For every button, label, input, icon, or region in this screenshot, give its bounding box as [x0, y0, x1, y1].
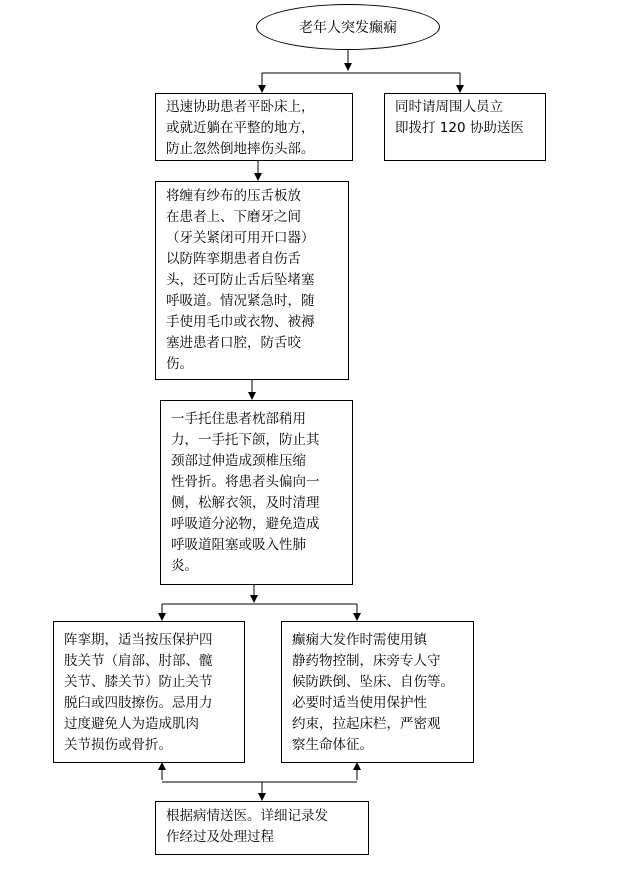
start-node	[256, 4, 440, 50]
step-sedation: 癫痫大发作时需使用镇 静药物控制，床旁专人守 候防跌倒、坠床、自伤等。 必要时适当使用保护性 约束，拉起床栏，严密观 察生命体征。	[281, 621, 474, 763]
step-support-head: 一手托住患者枕部稍用 力，一手托下颌，防止其 颈部过伸造成颈椎压缩 性骨折。将患者头偏向一 侧，松解衣领，及时清理 呼吸道分泌物，避免造成 呼吸道阻塞或吸入性肺 炎。	[160, 400, 353, 585]
step-call-120: 同时请周围人员立 即拨打 120 协助送医	[384, 93, 546, 161]
start-node-label: 老年人突发癫痫	[299, 20, 397, 36]
step-lay-flat: 迅速协助患者平卧床上， 或就近躺在平整的地方， 防止忽然倒地摔伤头部。	[155, 93, 353, 161]
step-hospital: 根据病情送医。详细记录发 作经过及处理过程	[155, 801, 369, 855]
step-tongue-depressor: 将缠有纱布的压舌板放 在患者上、下磨牙之间 （牙关紧闭可用开口器） 以防阵挛期患者自伤舌 头，还可防止舌后坠堵塞 呼吸道。情况紧急时，随 手使用毛巾或衣物、被褥 塞进患者口腔，防舌咬 伤。	[155, 181, 349, 380]
step-clonic-phase: 阵挛期，适当按压保护四 肢关节（肩部、肘部、髋 关节、膝关节）防止关节 脱臼或四肢擦伤。忌用力 过度避免人为造成肌肉 关节损伤或骨折。	[53, 621, 245, 763]
